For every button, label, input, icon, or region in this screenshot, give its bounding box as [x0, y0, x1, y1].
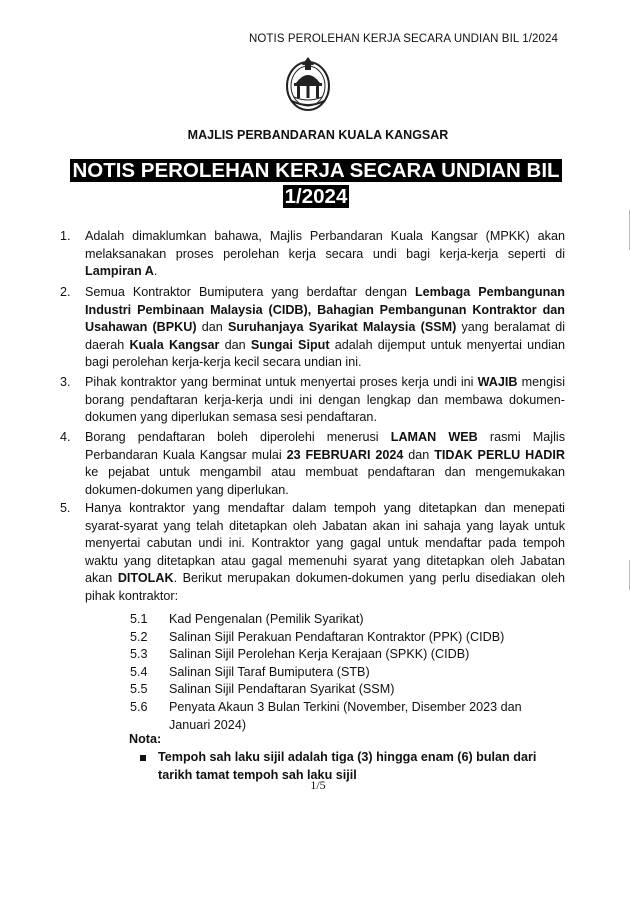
page-number: 1/5: [310, 778, 326, 792]
document-reference: NOTIS PEROLEHAN KERJA SECARA UNDIAN BIL 1/2024: [248, 33, 558, 45]
notice-title: [60, 158, 572, 210]
paragraph-number: 2.: [60, 285, 71, 299]
document-list: [130, 611, 550, 734]
list-item: 5.2 Salinan Sijil Perakuan Pendaftaran Kontraktor (PPK) (CIDB): [130, 629, 505, 644]
paragraph-text: Adalah dimaklumkan bahawa, Majlis Perbandaran Kuala Kangsar (MPKK) akan melaksanakan proses perolehan kerja secara undi bagi kerja-kerja seperti di Lampiran A.: [85, 229, 565, 279]
paragraph-number: 5.: [60, 501, 71, 515]
paragraph-text: Hanya kontraktor yang mendaftar dalam tempoh yang ditetapkan dan menepati syarat-syarat yang telah ditetapkan oleh Jabatan akan ini sahaja yang layak untuk menyertai cabutan undi ini. Kontraktor yang gagal untuk mendaftar pada tempoh waktu yang ditetapkan atau gagal memenuhi syarat yang ditetapkan oleh Jabatan akan DITOLAK. Berikut merupakan dokumen-dokumen yang perlu disediakan oleh pihak kontraktor:: [85, 501, 565, 603]
paragraph-text: Borang pendaftaran boleh diperolehi menerusi LAMAN WEB rasmi Majlis Perbandaran Kuala Kangsar mulai 23 FEBRUARI 2024 dan TIDAK PERLU HADIR ke pejabat untuk mengambil atau membuat pendaftaran dan mengemukakan dokumen-dokumen yang diperlukan.: [85, 430, 566, 497]
paragraph-number: 1.: [60, 229, 71, 243]
paragraph-number: 4.: [60, 430, 71, 444]
scan-edge-mark: [629, 210, 630, 250]
paragraph-text: Pihak kontraktor yang berminat untuk menyertai proses kerja undi ini WAJIB mengisi borang pendaftaran kerja-kerja undi ini dengan lengkap dan membawa dokumen-dokumen yang diperlukan semasa sesi pendaftaran.: [85, 375, 565, 425]
list-item: 5.3 Salinan Sijil Perolehan Kerja Kerajaan (SPKK) (CIDB): [130, 647, 470, 662]
notice-title-line-1: NOTIS PEROLEHAN KERJA SECARA UNDIAN BIL: [72, 159, 560, 182]
paragraph-number: 3.: [60, 375, 71, 389]
paragraph-text: Semua Kontraktor Bumiputera yang berdaftar dengan Lembaga Pembangunan Industri Pembinaan Malaysia (CIDB), Bahagian Pembangunan Kontraktor dan Usahawan (BPKU) dan Suruhanjaya Syarikat Malaysia (SSM) yang beralamat di daerah Kuala Kangsar dan Sungai Siput adalah dijemput untuk menyertai undian bagi perolehan kerja-kerja kecil secara undian ini.: [85, 285, 565, 370]
organization-name: MAJLIS PERBANDARAN KUALA KANGSAR: [187, 128, 449, 142]
scan-edge-mark: [629, 560, 630, 590]
council-crest-icon: [284, 55, 332, 113]
list-item: 5.6 Penyata Akaun 3 Bulan Terkini (November, Disember 2023 dan Januari 2024): [130, 699, 522, 732]
note-text: Tempoh sah laku sijil adalah tiga (3) hingga enam (6) bulan dari tarikh tamat tempoh sah laku sijil: [158, 750, 537, 782]
note-label: Nota:: [129, 732, 162, 746]
list-item: 5.1 Kad Pengenalan (Pemilik Syarikat): [130, 612, 364, 626]
bullet-icon: [140, 755, 146, 761]
notice-title-line-2: 1/2024: [284, 185, 348, 208]
list-item: 5.4 Salinan Sijil Taraf Bumiputera (STB): [130, 664, 370, 679]
list-item: 5.5 Salinan Sijil Pendaftaran Syarikat (SSM): [130, 682, 395, 697]
